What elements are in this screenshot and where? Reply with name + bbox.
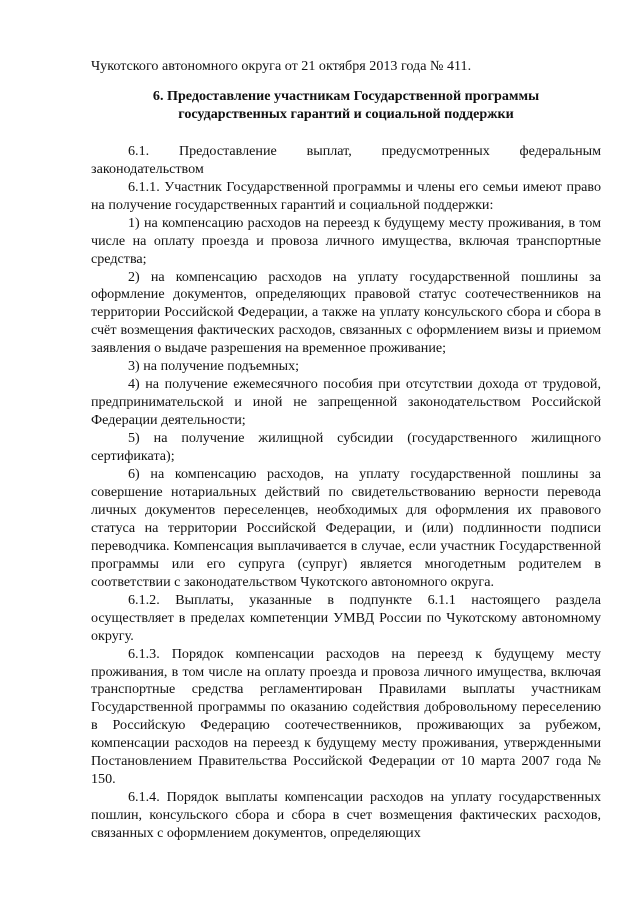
list-item-5: 5) на получение жилищной субсидии (государственного жилищного сертификата); bbox=[91, 430, 601, 465]
paragraph-6-1-1: 6.1.1. Участник Государственной программы и члены его семьи имеют право на получение государственных гарантий и социальной поддержки: bbox=[91, 178, 601, 213]
paragraph-6-1-3: 6.1.3. Порядок компенсации расходов на переезд к будущему месту проживания, в том числе на оплату проезда и провоза личного имущества, включая транспортные средства регламентирован Правилами выплаты участникам Государственной программы по оказанию содействия добровольному переселению в Российскую Федерацию соотечественников, проживающих за рубежом, компенсации расходов на переезд к будущему месту проживания, утвержденными Постановлением Правительства Российской Федерации от 10 марта 2007 года № 150. bbox=[91, 645, 601, 788]
paragraph-6-1: 6.1. Предоставление выплат, предусмотренных федеральным законодательством bbox=[91, 142, 601, 177]
section-title-line-2: государственных гарантий и социальной поддержки bbox=[178, 105, 514, 122]
list-item-1: 1) на компенсацию расходов на переезд к будущему месту проживания, в том числе на оплату проезда и провоза личного имущества, включая транспортные средства; bbox=[91, 214, 601, 267]
list-item-2: 2) на компенсацию расходов на уплату государственной пошлины за оформление документов, определяющих правовой статус соотечественников на территории Российской Федерации, а также на уплату консульского сбора и сбора в счёт возмещения фактических расходов, связанных с оформлением визы и приемом заявления о выдаче разрешения на временное проживание; bbox=[91, 268, 601, 357]
section-title-line-1: 6. Предоставление участникам Государственной программы bbox=[152, 87, 540, 104]
intro-line: Чукотского автономного округа от 21 октября 2013 года № 411. bbox=[91, 58, 472, 74]
list-item-3: 3) на получение подъемных; bbox=[128, 358, 300, 375]
list-item-4: 4) на получение ежемесячного пособия при отсутствии дохода от трудовой, предпринимательской и иной не запрещенной законодательством Российской Федерации деятельности; bbox=[91, 376, 601, 429]
paragraph-6-1-4: 6.1.4. Порядок выплаты компенсации расходов на уплату государственных пошлин, консульского сбора и сбора в счет возмещения фактических расходов, связанных с оформлением документов, определяющих bbox=[91, 789, 601, 842]
section-title bbox=[91, 88, 601, 124]
paragraph-6-1-2: 6.1.2. Выплаты, указанные в подпункте 6.1.1 настоящего раздела осуществляет в пределах компетенции УМВД России по Чукотскому автономному округу. bbox=[91, 591, 601, 644]
document-page bbox=[91, 58, 601, 843]
list-item-6: 6) на компенсацию расходов, на уплату государственной пошлины за совершение нотариальных действий по свидетельствованию верности перевода личных документов переселенцев, необходимых для оформления их правового статуса на территории Российской Федерации, и (или) подлинности подписи переводчика. Компенсация выплачивается в случае, если участник Государственной программы или его супруга (супруг) является многодетным родителем в соответствии с законодательством Чукотского автономного округа. bbox=[91, 466, 601, 590]
